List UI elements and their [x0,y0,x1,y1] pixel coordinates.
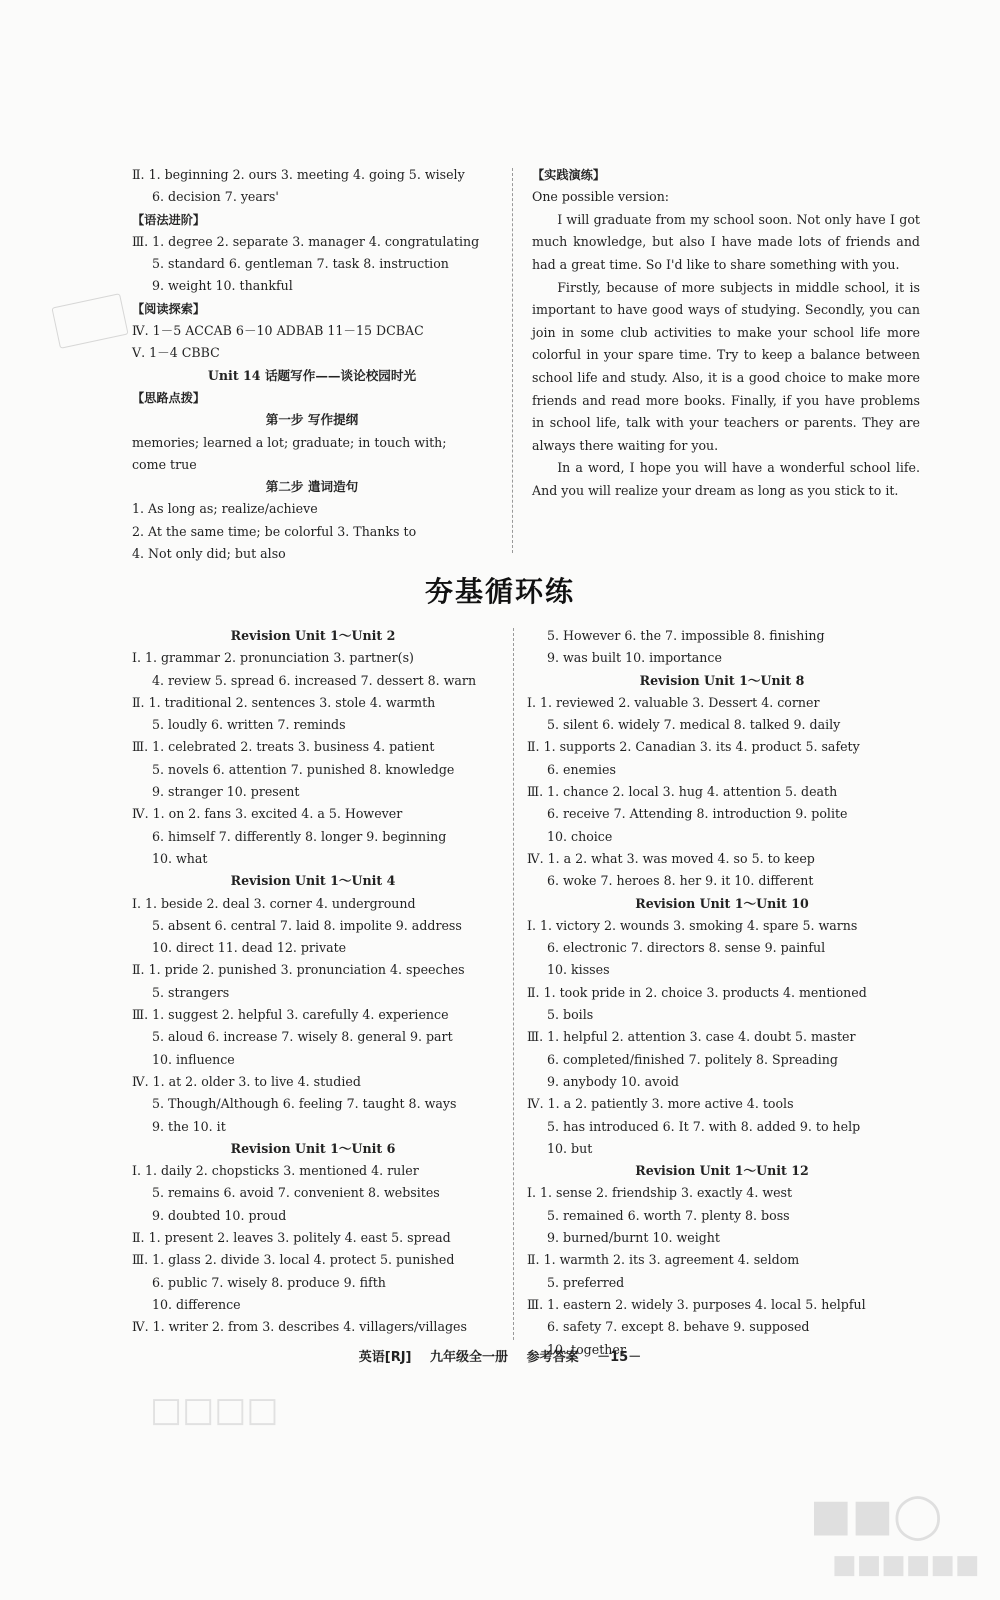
answer-line: 6. himself 7. differently 8. longer 9. beginning [152,828,447,844]
answer-line: Ⅲ. 1. glass 2. divide 3. local 4. protect 5. punished [132,1252,455,1268]
section-heading: 【语法进阶】 [132,212,206,227]
top-left-column [132,164,492,565]
subsection-heading: 第二步 遣词造句 [265,479,359,495]
answer-line: Ⅰ. 1. grammar 2. pronunciation 3. partner(s) [132,650,414,666]
answer-line: 6. electronic 7. directors 8. sense 9. painful [547,940,826,956]
watermark-logo: □□□□ [150,1390,279,1430]
answer-line: Ⅲ. 1. helpful 2. attention 3. case 4. doubt 5. master [527,1029,856,1045]
answer-line: 6. completed/finished 7. politely 8. Spreading [547,1051,838,1067]
subsection-heading: Revision Unit 1～Unit 4 [230,873,396,889]
answer-line: Ⅲ. 1. degree 2. separate 3. manager 4. congratulating [132,233,480,249]
answer-line: 4. review 5. spread 6. increased 7. dessert 8. warn [152,672,477,688]
answer-line: Ⅱ. 1. pride 2. punished 3. pronunciation 4. speeches [132,962,465,978]
answer-line: 6. decision 7. years' [152,189,279,205]
answer-line: Ⅲ. 1. eastern 2. widely 3. purposes 4. local 5. helpful [527,1296,866,1312]
answer-line: Ⅳ. 1. on 2. fans 3. excited 4. a 5. However [132,806,403,822]
answer-line: 10. what [152,850,208,866]
answer-line: 10. difference [152,1296,241,1312]
answer-line: Ⅳ. 1. a 2. patiently 3. more active 4. tools [527,1096,794,1112]
answer-line: memories; learned a lot; graduate; in touch with; [132,434,447,450]
answer-line: Ⅰ. 1. daily 2. chopsticks 3. mentioned 4. ruler [132,1163,419,1179]
section-heading: 【思路点拨】 [132,390,206,405]
answer-line: Ⅱ. 1. beginning 2. ours 3. meeting 4. going 5. wisely [132,167,465,182]
page-number: －15－ [597,1350,642,1365]
essay-intro: One possible version: [532,189,670,205]
answer-line: 5. absent 6. central 7. laid 8. impolite 9. address [152,917,462,933]
answer-line: Ⅲ. 1. chance 2. local 3. hug 4. attention 5. death [527,784,838,800]
answer-line: 6. enemies [547,761,616,777]
answer-line: 1. As long as; realize/achieve [132,501,318,517]
answer-line: 9. stranger 10. present [152,784,300,800]
answer-line: 6. receive 7. Attending 8. introduction 9. polite [547,806,848,822]
answer-line: Ⅳ. 1. writer 2. from 3. describes 4. villagers/villages [132,1319,467,1335]
answer-line: Ⅴ. 1－4 CBBC [132,345,220,361]
subsection-heading: Revision Unit 1～Unit 8 [639,672,805,688]
top-right-column [532,164,920,503]
essay-paragraph: I will graduate from my school soon. Not only have I got much knowledge, but also I have made lots of friends and had a great time. So I'd like to share something with you. [532,211,920,273]
answer-line: 5. strangers [152,984,230,1000]
answer-line: 10. but [547,1140,593,1156]
answer-line: 9. weight 10. thankful [152,278,293,294]
answer-line: 5. Though/Although 6. feeling 7. taught 8. ways [152,1096,457,1112]
column-divider [513,628,514,1340]
answer-line: 4. Not only did; but also [132,546,286,562]
answer-line: 5. has introduced 6. It 7. with 8. added 9. to help [547,1118,861,1134]
essay-paragraph: In a word, I hope you will have a wonderful school life. And you will realize your dream as long as you stick to it. [532,460,920,499]
answer-line: 5. silent 6. widely 7. medical 8. talked 9. daily [547,717,841,733]
answer-line: 9. the 10. it [152,1118,226,1134]
bottom-left-column [132,625,494,1339]
subsection-heading: Revision Unit 1～Unit 12 [635,1163,809,1179]
stamp-mark [51,293,128,349]
answer-line: 5. aloud 6. increase 7. wisely 8. general 9. part [152,1029,453,1045]
footer-label: 参考答案 [526,1350,579,1365]
answer-line: 2. At the same time; be colorful 3. Thanks to [132,523,417,539]
essay-paragraph: Firstly, because of more subjects in middle school, it is important to have good ways of studying. Secondly, you can join in some club activities to make your school life more colorful in your spare time. Try to keep a balance between school life and study. Also, it is a good choice to make more friends and read more books. Finally, if you have problems in school life, talk with your teachers or parents. They are always there waiting for you. [532,279,920,453]
answer-line: 9. was built 10. importance [547,650,722,666]
answer-line: Ⅰ. 1. reviewed 2. valuable 3. Dessert 4. corner [527,694,820,710]
answer-line: Ⅱ. 1. took pride in 2. choice 3. products 4. mentioned [527,984,867,1000]
watermark-logo: ■■◯ [810,1490,943,1541]
answer-line: 5. loudly 6. written 7. reminds [152,717,346,733]
answer-line: Ⅲ. 1. celebrated 2. treats 3. business 4. patient [132,739,435,755]
answer-line: 10. direct 11. dead 12. private [152,940,347,956]
answer-line: 10. choice [547,828,613,844]
answer-line: Ⅳ. 1. a 2. what 3. was moved 4. so 5. to keep [527,850,815,866]
subsection-heading: Revision Unit 1～Unit 6 [230,1140,396,1156]
answer-line: Ⅰ. 1. victory 2. wounds 3. smoking 4. spare 5. warns [527,917,858,933]
answer-line: 5. standard 6. gentleman 7. task 8. instruction [152,256,449,272]
footer-subject: 英语[RJ] [358,1350,412,1365]
answer-line: 5. remains 6. avoid 7. convenient 8. websites [152,1185,440,1201]
answer-line: Ⅳ. 1. at 2. older 3. to live 4. studied [132,1073,361,1089]
answer-line: come true [132,456,197,472]
answer-line: 10. influence [152,1051,235,1067]
practice-heading: 【实践演练】 [532,168,606,182]
answer-line: 10. kisses [547,962,610,978]
answer-line: 5. remained 6. worth 7. plenty 8. boss [547,1207,790,1223]
answer-line: 9. doubted 10. proud [152,1207,287,1223]
answer-line: 5. novels 6. attention 7. punished 8. knowledge [152,761,455,777]
answer-line: Ⅰ. 1. beside 2. deal 3. corner 4. underground [132,895,416,911]
watermark-logo: ■■■■■■ [832,1550,980,1580]
subsection-heading: Revision Unit 1～Unit 10 [635,895,809,911]
section-heading: 【阅读探索】 [132,301,206,316]
answer-line: 5. boils [547,1007,594,1023]
answer-line: Ⅱ. 1. traditional 2. sentences 3. stole 4. warmth [132,694,436,710]
answer-line: 6. woke 7. heroes 8. her 9. it 10. different [547,873,814,889]
answer-line: 5. However 6. the 7. impossible 8. finishing [547,628,825,643]
answer-line: Ⅱ. 1. supports 2. Canadian 3. its 4. product 5. safety [527,739,860,755]
footer-grade: 九年级全一册 [430,1350,509,1365]
subsection-heading: Revision Unit 1～Unit 2 [230,628,396,643]
bottom-right-column [527,625,917,1361]
answer-line: 6. safety 7. except 8. behave 9. supposed [547,1319,810,1335]
answer-line: 9. anybody 10. avoid [547,1073,679,1089]
answer-line: Ⅳ. 1－5 ACCAB 6－10 ADBAB 11－15 DCBAC [132,323,424,339]
answer-line: Ⅱ. 1. present 2. leaves 3. politely 4. east 5. spread [132,1230,451,1246]
subsection-heading: 第一步 写作提纲 [265,412,359,428]
section-title: 夯基循环练 [424,575,575,608]
answer-line: 9. burned/burnt 10. weight [547,1230,720,1246]
answer-line: Ⅲ. 1. suggest 2. helpful 3. carefully 4. experience [132,1007,449,1023]
page-footer [0,1346,1000,1365]
answer-line: 10. together [547,1341,626,1357]
column-divider [512,168,513,553]
answer-line: 5. preferred [547,1274,625,1290]
answer-line: 6. public 7. wisely 8. produce 9. fifth [152,1274,386,1290]
subsection-heading: Unit 14 话题写作——谈论校园时光 [207,367,417,383]
answer-line: Ⅰ. 1. sense 2. friendship 3. exactly 4. west [527,1185,793,1201]
answer-line: Ⅱ. 1. warmth 2. its 3. agreement 4. seldom [527,1252,800,1268]
